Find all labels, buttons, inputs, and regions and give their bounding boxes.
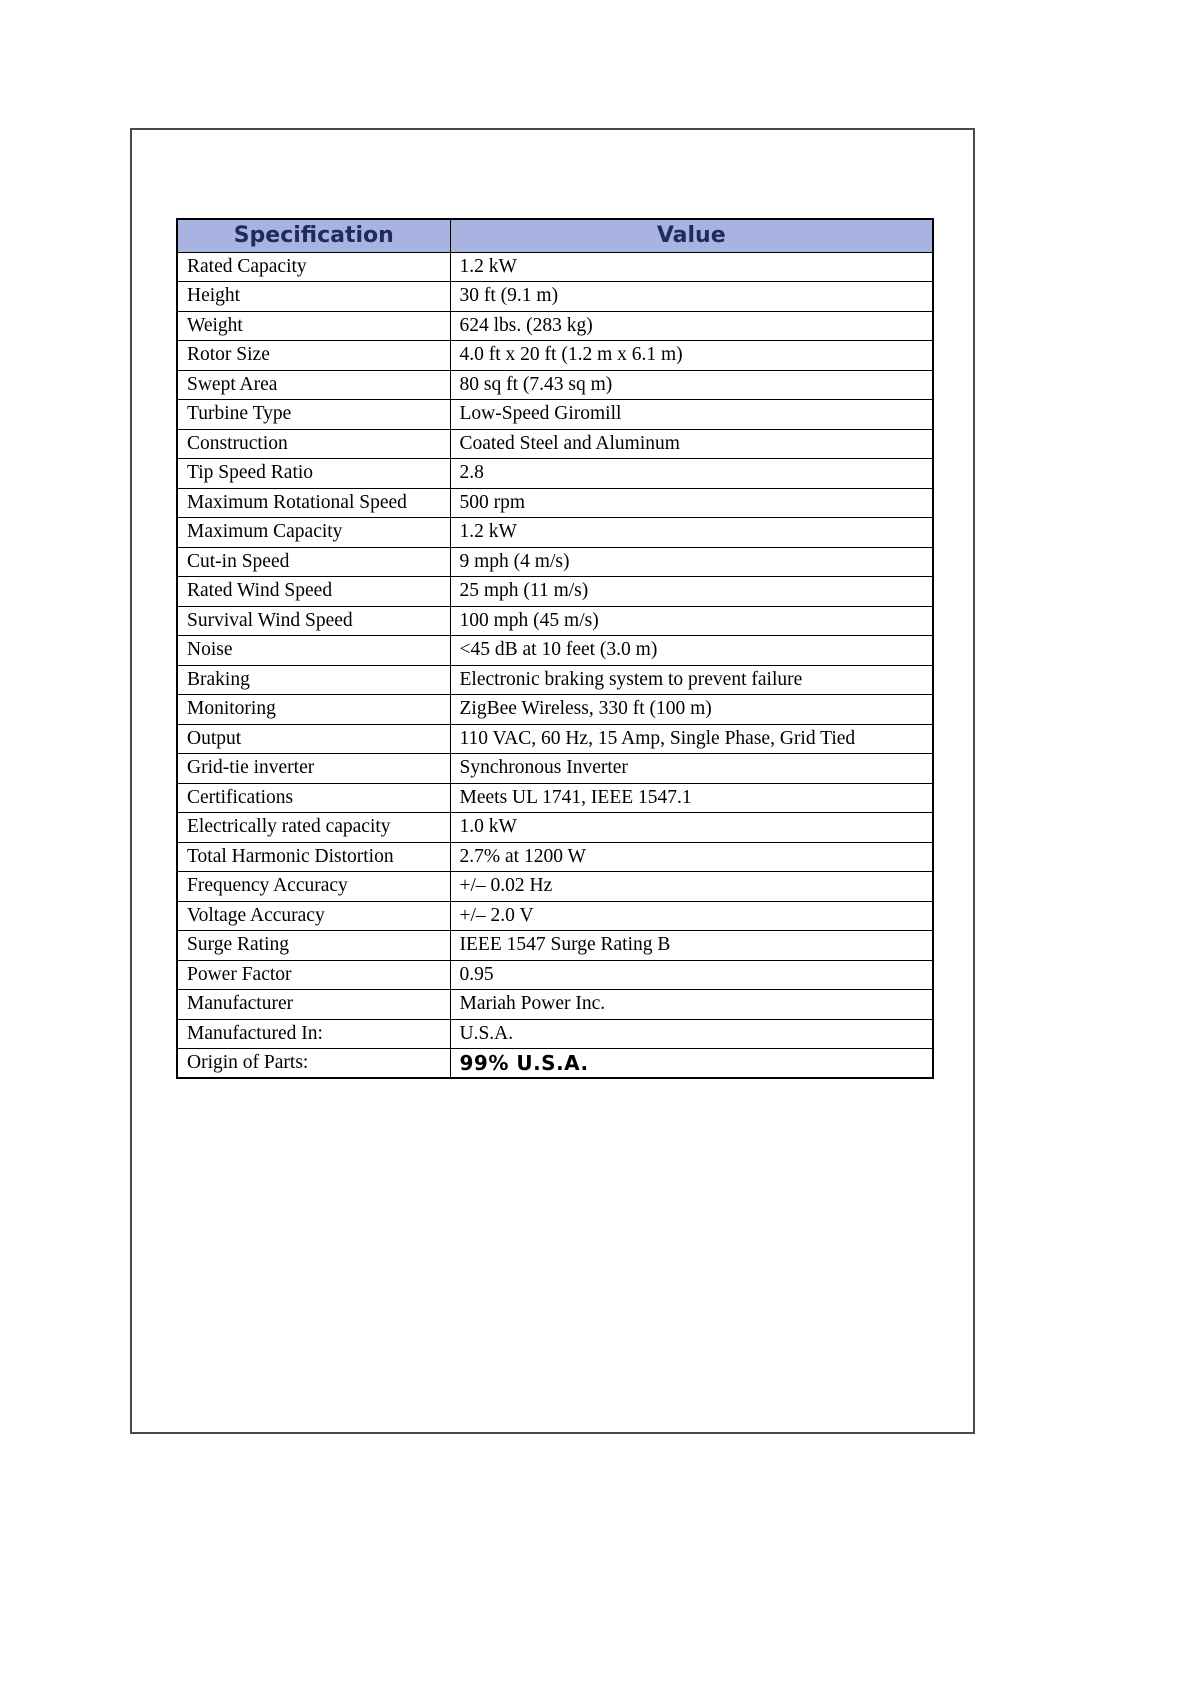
- table-row: [177, 400, 933, 430]
- value-cell: 25 mph (11 m/s): [450, 577, 933, 607]
- spec-cell: Rated Wind Speed: [177, 577, 450, 607]
- value-cell: 110 VAC, 60 Hz, 15 Amp, Single Phase, Grid Tied: [450, 724, 933, 754]
- table-row: [177, 547, 933, 577]
- table-row: [177, 901, 933, 931]
- value-cell: 0.95: [450, 960, 933, 990]
- value-cell: Coated Steel and Aluminum: [450, 429, 933, 459]
- spec-cell: Rated Capacity: [177, 252, 450, 282]
- value-cell: 624 lbs. (283 kg): [450, 311, 933, 341]
- value-cell: +/– 2.0 V: [450, 901, 933, 931]
- spec-cell: Manufacturer: [177, 990, 450, 1020]
- value-cell: IEEE 1547 Surge Rating B: [450, 931, 933, 961]
- table-row: [177, 518, 933, 548]
- spec-cell: Surge Rating: [177, 931, 450, 961]
- value-cell: Low-Speed Giromill: [450, 400, 933, 430]
- value-cell: 30 ft (9.1 m): [450, 282, 933, 312]
- value-cell: +/– 0.02 Hz: [450, 872, 933, 902]
- spec-cell: Manufactured In:: [177, 1019, 450, 1049]
- table-row: [177, 695, 933, 725]
- value-cell: 9 mph (4 m/s): [450, 547, 933, 577]
- spec-cell: Origin of Parts:: [177, 1049, 450, 1079]
- spec-table-body: [177, 252, 933, 1078]
- table-row: [177, 370, 933, 400]
- value-cell: Meets UL 1741, IEEE 1547.1: [450, 783, 933, 813]
- value-cell: 100 mph (45 m/s): [450, 606, 933, 636]
- spec-cell: Certifications: [177, 783, 450, 813]
- spec-cell: Turbine Type: [177, 400, 450, 430]
- value-cell: 1.2 kW: [450, 518, 933, 548]
- spec-cell: Grid-tie inverter: [177, 754, 450, 784]
- table-row: [177, 960, 933, 990]
- value-cell: 2.7% at 1200 W: [450, 842, 933, 872]
- spec-cell: Voltage Accuracy: [177, 901, 450, 931]
- table-row: [177, 872, 933, 902]
- table-row: [177, 1019, 933, 1049]
- table-row: [177, 724, 933, 754]
- spec-cell: Survival Wind Speed: [177, 606, 450, 636]
- table-row: [177, 459, 933, 489]
- spec-cell: Noise: [177, 636, 450, 666]
- table-row: [177, 282, 933, 312]
- spec-cell: Maximum Rotational Speed: [177, 488, 450, 518]
- table-row: [177, 1049, 933, 1079]
- value-column-header: Value: [450, 219, 933, 252]
- value-cell: U.S.A.: [450, 1019, 933, 1049]
- table-row: [177, 665, 933, 695]
- table-row: [177, 488, 933, 518]
- value-cell: Mariah Power Inc.: [450, 990, 933, 1020]
- value-cell: 1.2 kW: [450, 252, 933, 282]
- table-row: [177, 252, 933, 282]
- spec-cell: Weight: [177, 311, 450, 341]
- table-row: [177, 990, 933, 1020]
- spec-cell: Height: [177, 282, 450, 312]
- table-header-row: [177, 219, 933, 252]
- specification-column-header: Specification: [177, 219, 450, 252]
- spec-cell: Rotor Size: [177, 341, 450, 371]
- value-cell: Synchronous Inverter: [450, 754, 933, 784]
- spec-cell: Tip Speed Ratio: [177, 459, 450, 489]
- value-cell: ZigBee Wireless, 330 ft (100 m): [450, 695, 933, 725]
- value-cell: <45 dB at 10 feet (3.0 m): [450, 636, 933, 666]
- value-cell: Electronic braking system to prevent failure: [450, 665, 933, 695]
- table-row: [177, 341, 933, 371]
- table-row: [177, 754, 933, 784]
- table-row: [177, 606, 933, 636]
- value-cell: 80 sq ft (7.43 sq m): [450, 370, 933, 400]
- table-row: [177, 783, 933, 813]
- spec-cell: Power Factor: [177, 960, 450, 990]
- value-cell: 99% U.S.A.: [450, 1049, 933, 1079]
- spec-cell: Swept Area: [177, 370, 450, 400]
- spec-cell: Output: [177, 724, 450, 754]
- page-border-frame: [130, 128, 975, 1434]
- spec-table: [176, 218, 934, 1079]
- value-cell: 500 rpm: [450, 488, 933, 518]
- spec-cell: Total Harmonic Distortion: [177, 842, 450, 872]
- spec-cell: Cut-in Speed: [177, 547, 450, 577]
- value-cell: 1.0 kW: [450, 813, 933, 843]
- table-row: [177, 813, 933, 843]
- table-row: [177, 636, 933, 666]
- table-row: [177, 931, 933, 961]
- spec-cell: Electrically rated capacity: [177, 813, 450, 843]
- spec-cell: Maximum Capacity: [177, 518, 450, 548]
- spec-cell: Frequency Accuracy: [177, 872, 450, 902]
- spec-cell: Monitoring: [177, 695, 450, 725]
- table-row: [177, 429, 933, 459]
- table-row: [177, 577, 933, 607]
- spec-cell: Construction: [177, 429, 450, 459]
- value-cell: 4.0 ft x 20 ft (1.2 m x 6.1 m): [450, 341, 933, 371]
- table-row: [177, 311, 933, 341]
- spec-cell: Braking: [177, 665, 450, 695]
- value-cell: 2.8: [450, 459, 933, 489]
- table-row: [177, 842, 933, 872]
